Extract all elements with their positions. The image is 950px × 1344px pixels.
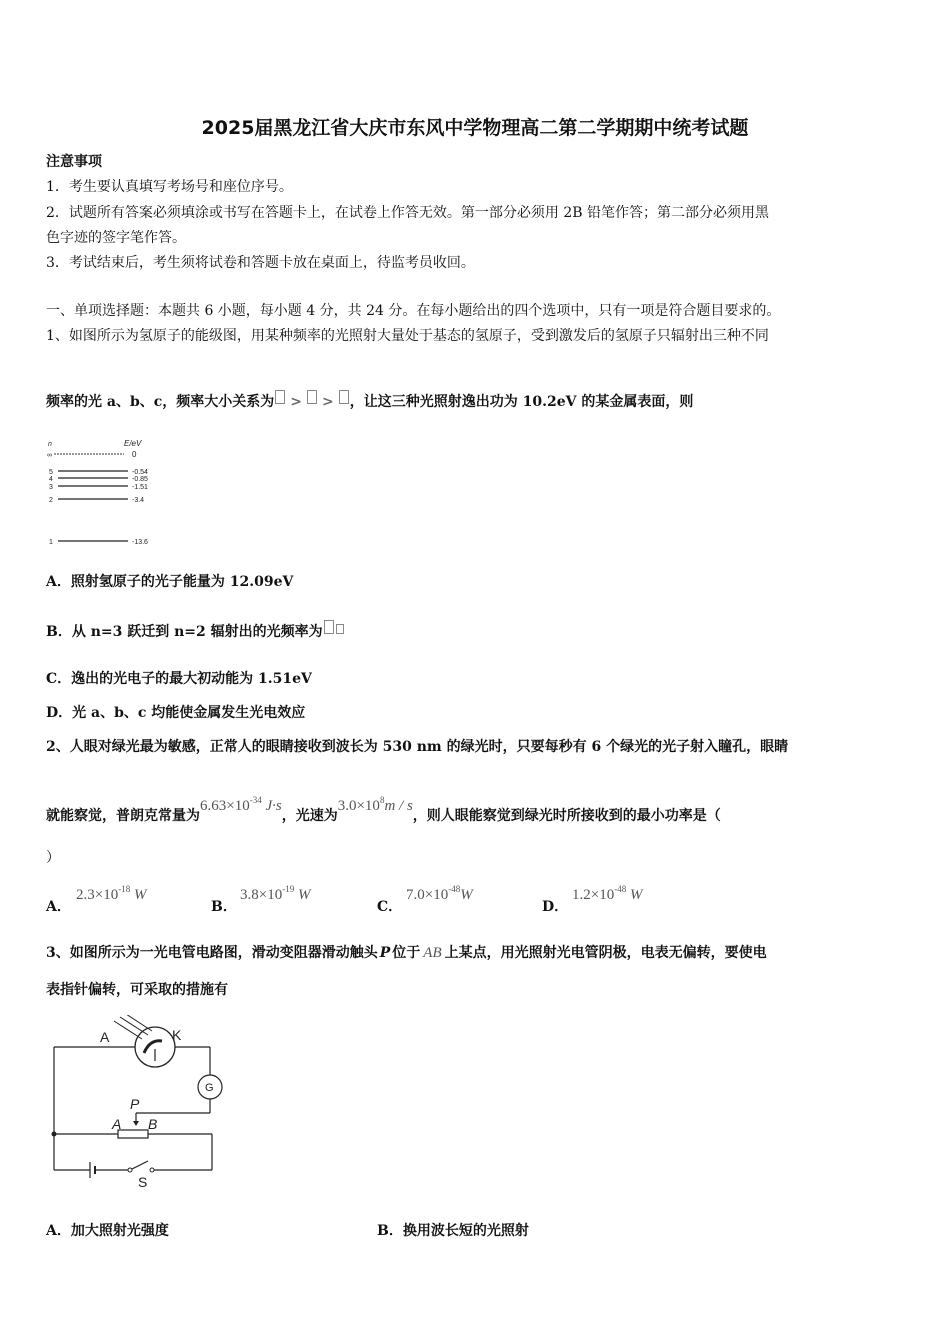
q1-option-d: D．光 a、b、c 均能使金属发生光电效应 xyxy=(46,705,306,721)
rheostat xyxy=(118,1130,148,1138)
level-1-value: -13.6 xyxy=(132,539,148,546)
n-axis-label: n xyxy=(48,441,52,448)
q2-option-d-label: D． xyxy=(542,899,569,915)
q2-option-c-label: C． xyxy=(377,899,403,915)
level-4-value: -0.85 xyxy=(132,476,148,483)
speed-of-light: $3.0\times 10^8m / s$ xyxy=(337,795,413,814)
q1-option-a: A．照射氢原子的光子能量为 12.09eV xyxy=(46,574,294,590)
q2-option-a-label: A． xyxy=(46,899,71,915)
q2-option-d-value: $1.2\times 10^{-48}$ W xyxy=(572,884,643,903)
anode-label: A xyxy=(100,1029,110,1045)
slider-p-label: P xyxy=(130,1096,140,1112)
level-2-value: -3.4 xyxy=(132,497,145,504)
q3-stem-line1: 3、如图所示为一光电管电路图，滑动变阻器滑动触头 P 位于 AB 上某点，用光照射光电管阴极，电表无偏转，要使电 xyxy=(46,945,767,961)
q3-option-a: A．加大照射光强度 xyxy=(46,1223,169,1239)
planck-constant: $6.63\times 10^{-34}$ J·s xyxy=(200,795,282,814)
level-inf-label: ∞ xyxy=(47,452,52,459)
q3-stem-line2: 表指针偏转，可采取的措施有 xyxy=(46,982,228,998)
rheostat-b-label: B xyxy=(148,1116,158,1132)
cathode-label: K xyxy=(172,1027,182,1043)
level-5-value: -0.54 xyxy=(132,469,148,476)
galvanometer-label: G xyxy=(205,1082,214,1094)
level-zero-value: 0 xyxy=(132,450,137,459)
junction-node xyxy=(52,1132,57,1137)
q2-option-b-label: B． xyxy=(211,899,237,915)
energy-level-diagram xyxy=(44,438,174,550)
q3-option-b: B．换用波长短的光照射 xyxy=(377,1223,529,1239)
slider-arrow xyxy=(133,1121,139,1126)
level-4-label: 4 xyxy=(49,476,53,483)
notice-heading: 注意事项 xyxy=(46,154,102,170)
phototube-circuit-diagram xyxy=(44,1015,234,1190)
q1-stem-line2: 频率的光 a、b、c，频率大小关系为 > > ，让这三种光照射逸出功为 10.2eV 的某金属表面，则 xyxy=(46,390,693,412)
level-5-label: 5 xyxy=(49,469,53,476)
level-3-value: -1.51 xyxy=(132,484,148,491)
energy-axis-label: E/eV xyxy=(124,439,142,448)
q2-option-a-value: $2.3\times 10^{-18}$ W xyxy=(76,884,147,903)
nu-a-symbol xyxy=(275,390,285,404)
level-2-label: 2 xyxy=(49,497,53,504)
nu-symbol xyxy=(324,620,334,634)
switch-blade xyxy=(132,1161,148,1169)
q2-stem-line1: 2、人眼对绿光最为敏感，正常人的眼睛接收到波长为 530 nm 的绿光时，只要每秒有 6 个绿光的光子射入瞳孔，眼睛 xyxy=(46,739,789,755)
light-ray xyxy=(114,1021,142,1039)
level-3-label: 3 xyxy=(49,484,53,491)
q2-stem-line2: 就能察觉，普朗克常量为$6.63\times 10^{-34}$ J·s，光速为$3.0\times 10^8m / s$，则人眼能察觉到绿光时所接收到的最小功率是（ xyxy=(46,795,721,824)
switch-label: S xyxy=(138,1174,148,1190)
nu-b-symbol xyxy=(307,390,317,404)
q1-option-c: C．逸出的光电子的最大初动能为 1.51eV xyxy=(46,671,312,687)
q2-option-b-value: $3.8\times 10^{-19}$ W xyxy=(240,884,311,903)
switch-contact xyxy=(150,1168,154,1172)
q1-stem-line1: 1、如图所示为氢原子的能级图，用某种频率的光照射大量处于基态的氢原子，受到激发后的氢原子只辐射出三种不同 xyxy=(46,328,769,344)
q2-option-c-value: $7.0\times 10^{-48}W$ xyxy=(406,884,473,903)
rheostat-a-label: A xyxy=(112,1116,122,1132)
subscript-symbol xyxy=(336,624,344,634)
notice-item: 3．考试结束后，考生须将试卷和答题卡放在桌面上，待监考员收回。 xyxy=(46,255,475,271)
q1-option-b: B．从 n=3 跃迁到 n=2 辐射出的光频率为 xyxy=(46,620,345,642)
page-title: 2025届黑龙江省大庆市东风中学物理高二第二学期期中统考试题 xyxy=(201,117,749,139)
notice-item: 2．试题所有答案必须填涂或书写在答题卡上，在试卷上作答无效。第一部分必须用 2B 铅笔作答；第二部分必须用黑 xyxy=(46,205,769,221)
switch-pivot xyxy=(128,1168,132,1172)
q2-stem-line3: ） xyxy=(46,850,60,866)
level-1-label: 1 xyxy=(49,539,53,546)
nu-c-symbol xyxy=(339,390,349,404)
notice-item: 色字迹的签字笔作答。 xyxy=(46,230,186,246)
notice-item: 1．考生要认真填写考场号和座位序号。 xyxy=(46,179,293,195)
section-heading: 一、单项选择题：本题共 6 小题，每小题 4 分，共 24 分。在每小题给出的四个选项中，只有一项是符合题目要求的。 xyxy=(46,303,781,319)
